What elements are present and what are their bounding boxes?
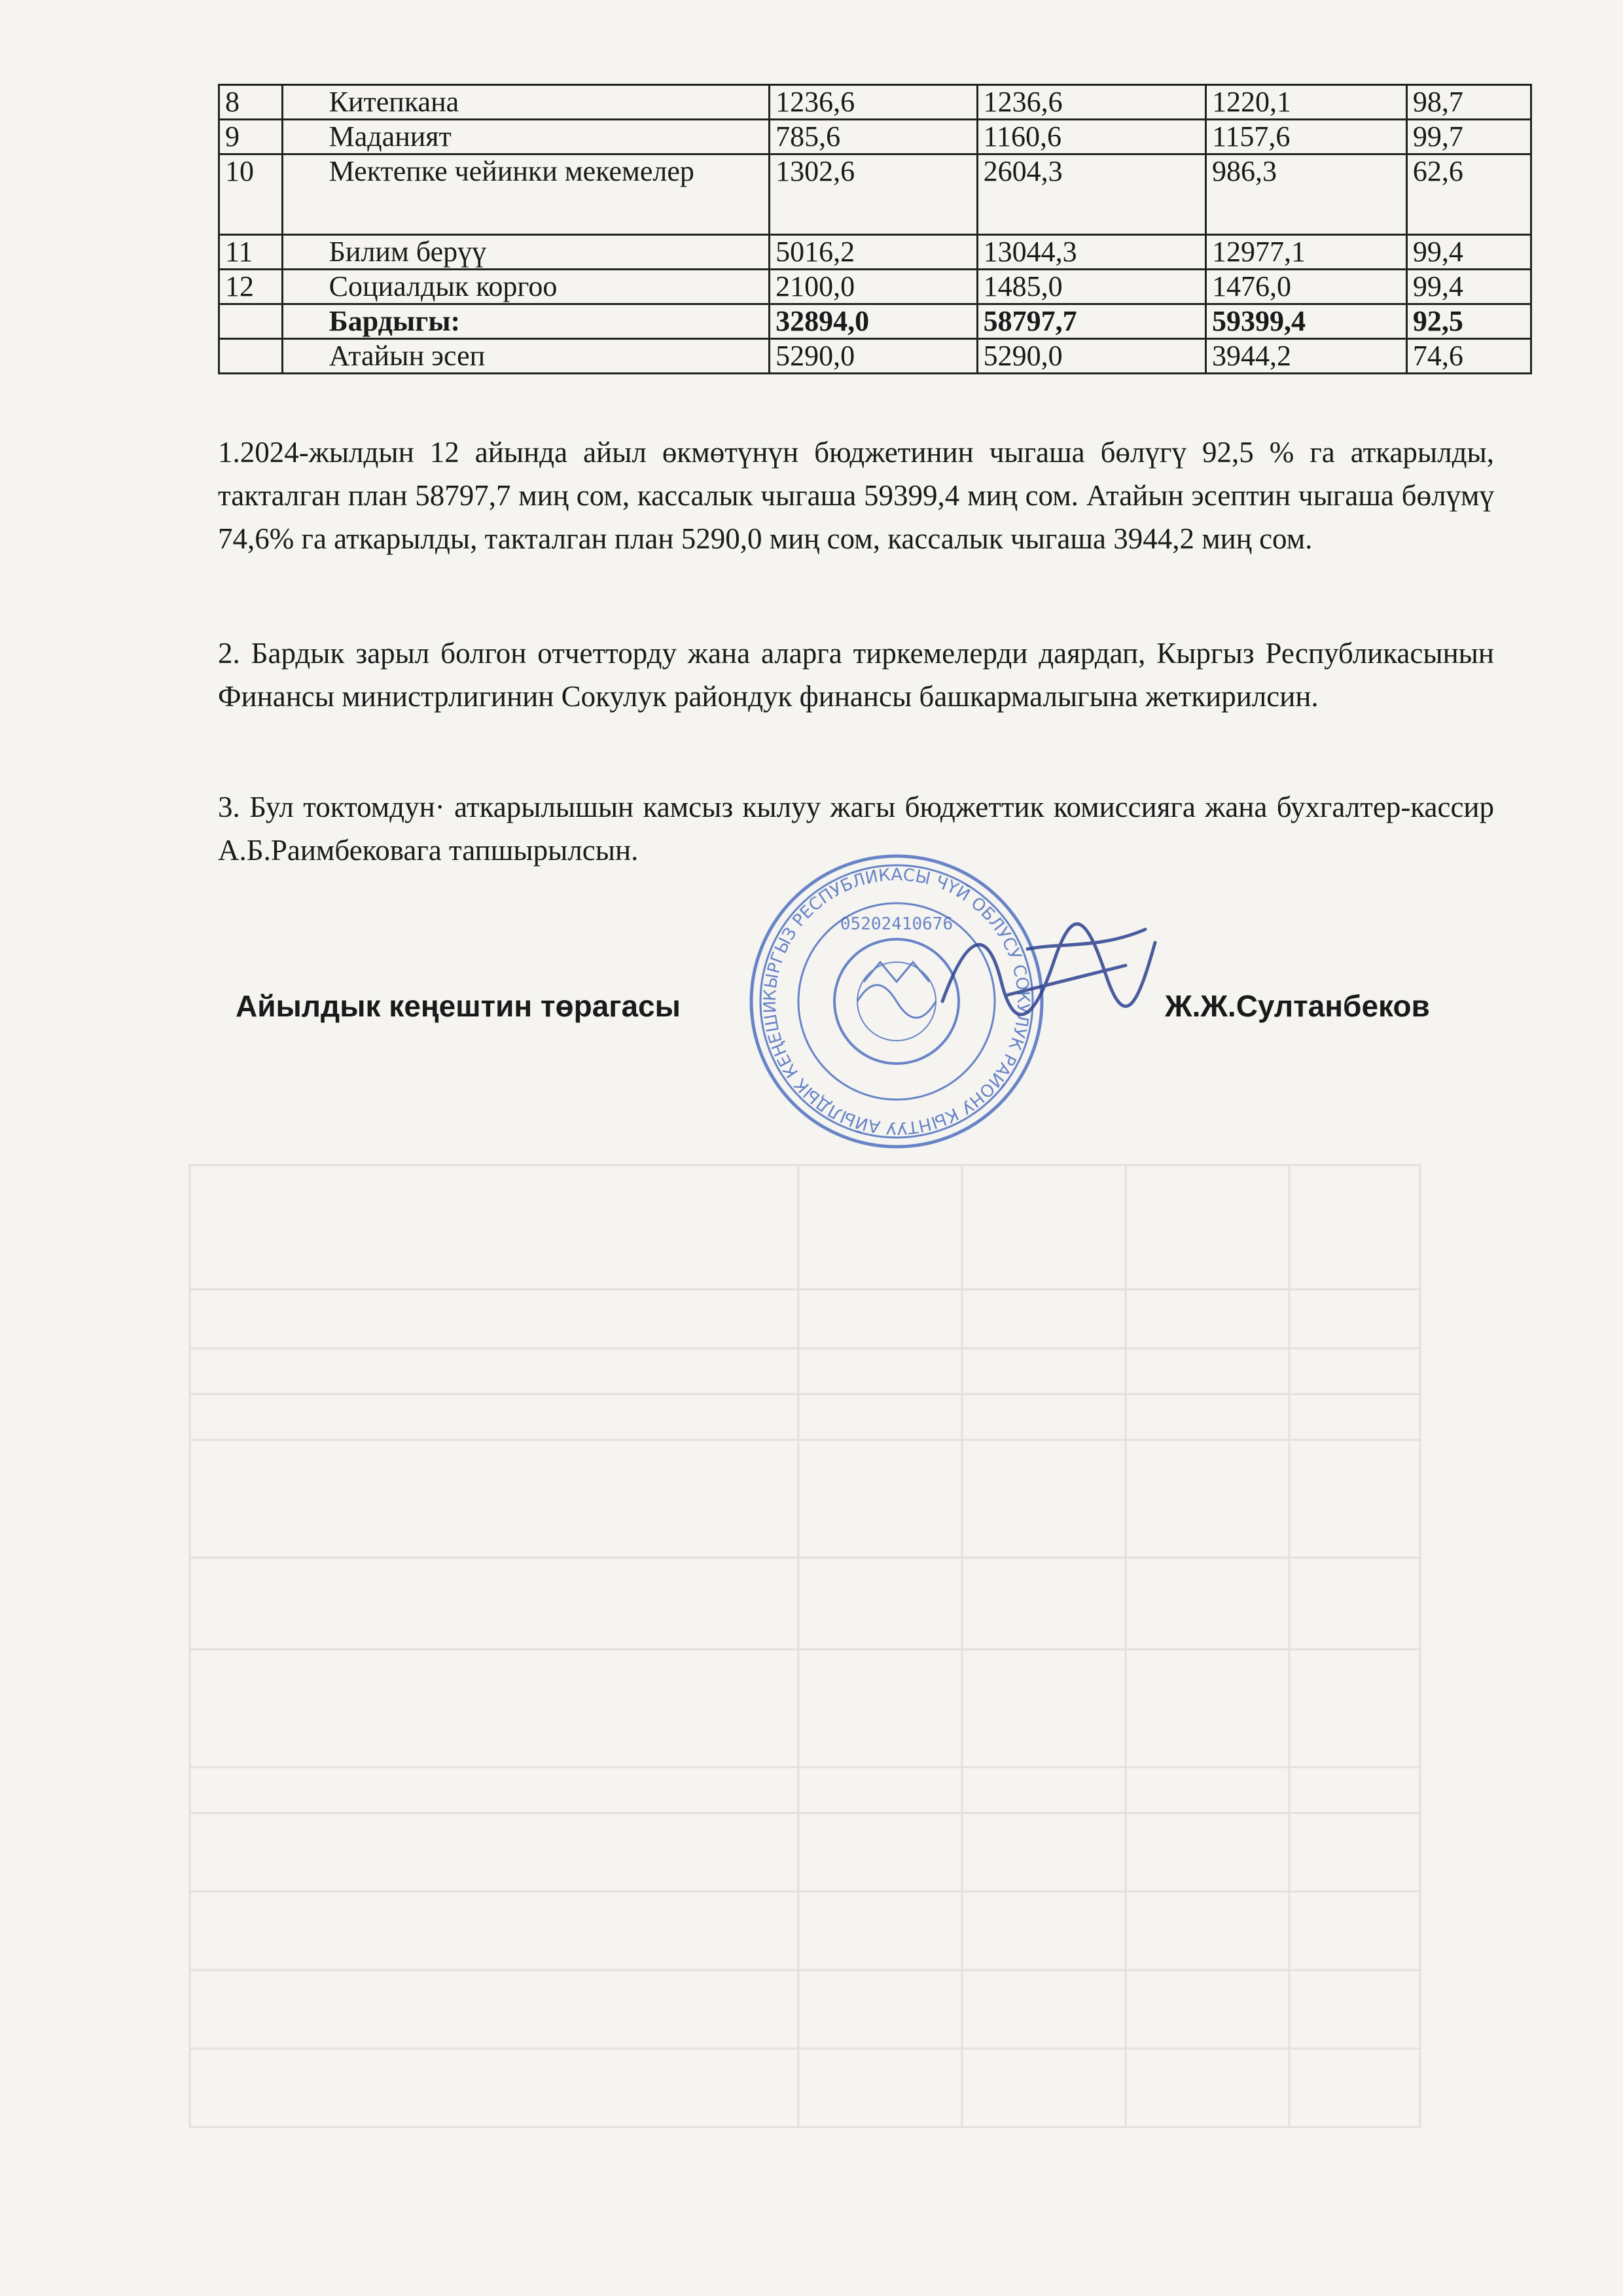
row-value-revised: 13044,3 [977, 235, 1205, 270]
row-number [219, 304, 283, 339]
row-name: Социалдык коргоо [282, 270, 769, 304]
row-value-cash: 986,3 [1205, 154, 1406, 235]
table-row [219, 339, 1531, 374]
row-value-percent: 62,6 [1406, 154, 1531, 235]
row-number: 9 [219, 120, 283, 154]
row-number [219, 339, 283, 374]
row-name: Китепкана [282, 85, 769, 120]
table-row [219, 235, 1531, 270]
row-value-percent: 92,5 [1406, 304, 1531, 339]
row-value-percent: 99,4 [1406, 235, 1531, 270]
paragraph-3: 3. Бул токтомдун· аткарылышын камсыз кылуу жагы бюджеттик комиссияга жана бухгалтер-кассир А.Б.Раимбековага тапшырылсын. [218, 791, 1494, 867]
table-row-total [219, 304, 1531, 339]
stamp-outer-text: КЫРГЫЗ РЕСПУБЛИКАСЫ ЧҮЙ ОБЛУСУ СОКУЛУК РАЙОНУ КЫНТУУ АЙЫЛДЫК КЕҢЕШИ [760, 865, 1033, 1138]
row-value-approved: 1236,6 [770, 85, 978, 120]
signer-title: Айылдык кеңештин төрагасы [236, 989, 681, 1023]
paragraph-1: 1.2024-жылдын 12 айында айыл өкмөтүнүн бюджетинин чыгаша бөлүгү 92,5 % га аткарылды, такталган план 58797,7 миң сом, кассалык чыгаша 59399,4 миң сом. Атайын эсептин чыгаша бөлүмү 74,6% га аткарылды, такталган план 5290,0 миң сом, кассалык чыгаша 3944,2 миң сом. [218, 436, 1494, 555]
row-number: 12 [219, 270, 283, 304]
row-value-percent: 98,7 [1406, 85, 1531, 120]
row-value-approved: 5016,2 [770, 235, 978, 270]
table-row [219, 154, 1531, 235]
row-value-cash: 3944,2 [1205, 339, 1406, 374]
row-name: Маданият [282, 120, 769, 154]
row-value-cash: 1157,6 [1205, 120, 1406, 154]
budget-table [218, 84, 1532, 374]
row-name: Атайын эсеп [282, 339, 769, 374]
row-value-cash: 12977,1 [1205, 235, 1406, 270]
row-number: 10 [219, 154, 283, 235]
row-number: 8 [219, 85, 283, 120]
row-number: 11 [219, 235, 283, 270]
row-name: Бардыгы: [282, 304, 769, 339]
bleed-through-table-decoration [183, 1152, 1427, 2134]
row-value-percent: 99,4 [1406, 270, 1531, 304]
table-row [219, 85, 1531, 120]
row-name: Мектепке чейинки мекемелер [282, 154, 769, 235]
row-value-revised: 1485,0 [977, 270, 1205, 304]
row-value-cash: 1476,0 [1205, 270, 1406, 304]
row-value-approved: 1302,6 [770, 154, 978, 235]
row-value-percent: 99,7 [1406, 120, 1531, 154]
row-name: Билим берүү [282, 235, 769, 270]
row-value-revised: 2604,3 [977, 154, 1205, 235]
row-value-approved: 2100,0 [770, 270, 978, 304]
row-value-revised: 5290,0 [977, 339, 1205, 374]
row-value-approved: 32894,0 [770, 304, 978, 339]
row-value-cash: 1220,1 [1205, 85, 1406, 120]
row-value-percent: 74,6 [1406, 339, 1531, 374]
table-row [219, 270, 1531, 304]
signer-name: Ж.Ж.Султанбеков [1165, 989, 1430, 1023]
handwritten-signature [929, 903, 1165, 1034]
row-value-revised: 1236,6 [977, 85, 1205, 120]
paragraph-2: 2. Бардык зарыл болгон отчетторду жана аларга тиркемелерди даярдап, Кыргыз Республикасынын Финансы министрлигинин Сокулук райондук финансы башкармалыгына жеткирилсин. [218, 637, 1494, 713]
row-value-revised: 58797,7 [977, 304, 1205, 339]
stamp-code: 05202410676 [840, 914, 954, 934]
table-row [219, 120, 1531, 154]
row-value-revised: 1160,6 [977, 120, 1205, 154]
row-value-cash: 59399,4 [1205, 304, 1406, 339]
row-value-approved: 5290,0 [770, 339, 978, 374]
row-value-approved: 785,6 [770, 120, 978, 154]
